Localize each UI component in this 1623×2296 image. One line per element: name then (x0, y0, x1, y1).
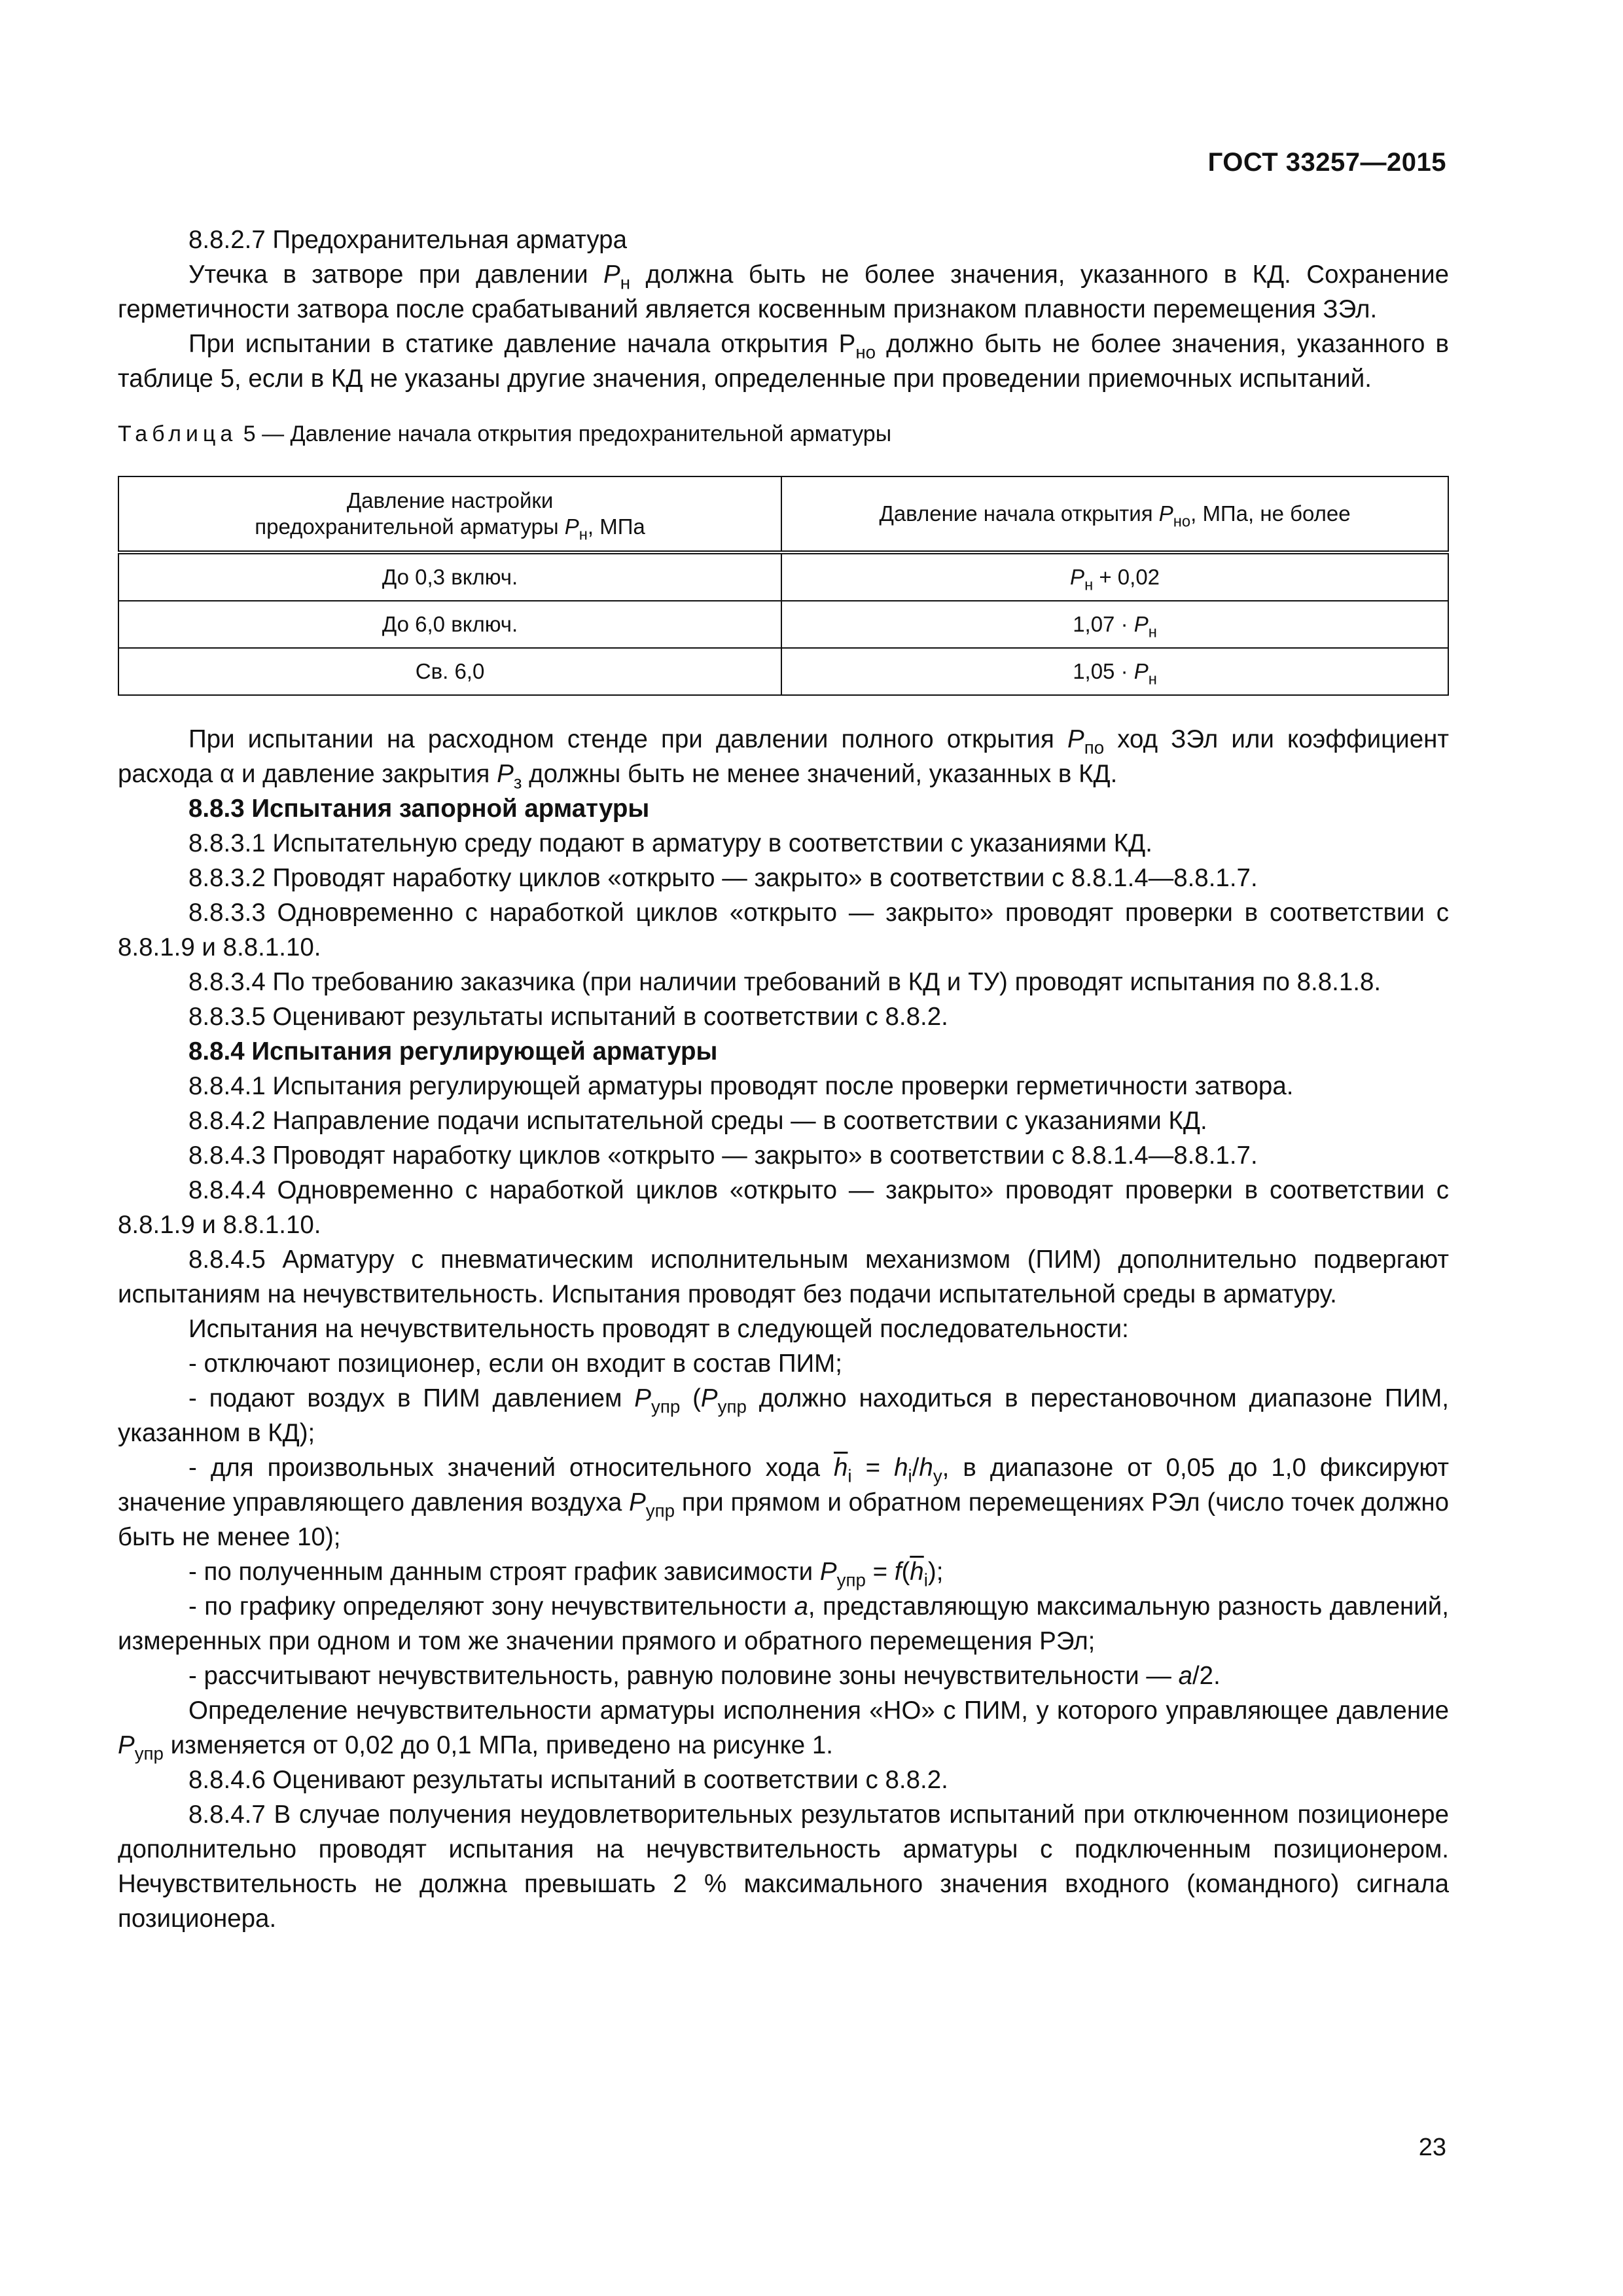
table-row (118, 648, 1448, 695)
table-cell-opening: $1,05 \cdot P_н$ (781, 648, 1448, 695)
document-header: ГОСТ 33257—2015 (1207, 148, 1446, 177)
section-884-item: 8.8.4.5 Арматуру с пневматическим исполнительным механизмом (ПИМ) дополнительно подвергают испытаниям на нечувствительность. Испытания проводят без подачи испытательной среды в арматуру. (118, 1246, 1449, 1308)
table-cell-opening: $P_н + 0,02$ (781, 552, 1448, 601)
table-row (118, 552, 1448, 601)
section-8827-paragraph-2: При испытании в статике давление начала открытия $Р_{но}$ должно быть не более значения, указанного в таблице 5, если в КД не указаны другие значения, определенные при проведении приемочных испытаний. (118, 330, 1449, 393)
sequence-step: - для произвольных значений относительного хода $\overline{h}_i = h_i/h_у$, в диапазоне от 0,05 до 1,0 фиксируют значение управляющего давления воздуха $P_{упр}$ при прямом и обратном перемещениях РЭл (число точек должно быть не менее 10); (118, 1454, 1449, 1551)
table-cell-setting: Св. 6,0 (118, 648, 781, 695)
section-884-title: 8.8.4 Испытания регулирующей арматуры (188, 1037, 718, 1066)
page-number: 23 (1418, 2134, 1446, 2161)
section-884-item: 8.8.4.3 Проводят наработку циклов «открыто — закрыто» в соответствии с 8.8.1.4—8.8.1.7. (188, 1141, 1258, 1170)
table-header-setting-pressure: Давление настройки предохранительной арматуры $P_н$, МПа (118, 476, 781, 552)
table-header-opening-pressure: Давление начала открытия $P_{но}$, МПа, не более (781, 476, 1448, 552)
section-884-item: 8.8.4.2 Направление подачи испытательной среды — в соответствии с указаниями КД. (188, 1107, 1207, 1135)
section-884-item: 8.8.4.4 Одновременно с наработкой циклов «открыто — закрыто» проводят проверки в соответствии с 8.8.1.9 и 8.8.1.10. (118, 1176, 1449, 1239)
sequence-step: - по полученным данным строят график зависимости $P_{упр} = f(\overline{h}_i)$; (188, 1558, 944, 1590)
section-883-item: 8.8.3.1 Испытательную среду подают в арматуру в соответствии с указаниями КД. (188, 829, 1152, 857)
sequence-step: - по графику определяют зону нечувствительности a, представляющую максимальную разность давлений, измеренных при одном и том же значении прямого и обратного перемещения РЭл; (118, 1592, 1449, 1655)
section-883-title: 8.8.3 Испытания запорной арматуры (188, 795, 650, 823)
section-884-item: 8.8.4.7 В случае получения неудовлетворительных результатов испытаний при отключенном позиционере дополнительно проводят испытания на нечувствительность арматуры с подключенным позиционером. Нечувствительность не должна превышать 2 % максимального значения входного (командного) сигнала позиционера. (118, 1801, 1449, 1933)
table-cell-setting: До 6,0 включ. (118, 601, 781, 648)
sequence-step: - отключают позиционер, если он входит в состав ПИМ; (188, 1350, 842, 1378)
table-row (118, 601, 1448, 648)
section-884-item: 8.8.4.6 Оценивают результаты испытаний в соответствии с 8.8.2. (188, 1766, 948, 1794)
section-8827-title: 8.8.2.7 Предохранительная арматура (188, 226, 628, 254)
section-883-item: 8.8.3.5 Оценивают результаты испытаний в соответствии с 8.8.2. (188, 1003, 948, 1031)
section-8827-paragraph-1: Утечка в затворе при давлении $P_н$ должна быть не более значения, указанного в КД. Сохранение герметичности затвора после срабатываний является косвенным признаком плавности перемещения ЗЭл. (118, 260, 1449, 323)
table-cell-setting: До 0,3 включ. (118, 552, 781, 601)
sequence-step: - подают воздух в ПИМ давлением $P_{упр}$ ($P_{упр}$ должно находиться в перестановочном диапазоне ПИМ, указанном в КД); (118, 1384, 1450, 1447)
sequence-step: - рассчитывают нечувствительность, равную половине зоны нечувствительности — a/2. (188, 1662, 1221, 1690)
paragraph-flow-stand: При испытании на расходном стенде при давлении полного открытия $P_{по}$ ход ЗЭл или коэффициент расхода α и давление закрытия $P_з$ должны быть не менее значений, указанных в КД. (118, 725, 1449, 793)
section-883-item: 8.8.3.2 Проводят наработку циклов «открыто — закрыто» в соответствии с 8.8.1.4—8.8.1.7. (188, 864, 1258, 892)
table-5-caption: Таблица 5 — Давление начала открытия предохранительной арматуры (118, 422, 892, 446)
section-884-item: 8.8.4.1 Испытания регулирующей арматуры проводят после проверки герметичности затвора. (188, 1072, 1294, 1100)
sequence-intro: Испытания на нечувствительность проводят в следующей последовательности: (188, 1315, 1129, 1343)
table-cell-opening: $1,07 \cdot P_н$ (781, 601, 1448, 648)
section-883-item: 8.8.3.4 По требованию заказчика (при наличии требований в КД и ТУ) проводят испытания по 8.8.1.8. (188, 968, 1382, 996)
section-883-item: 8.8.3.3 Одновременно с наработкой циклов «открыто — закрыто» проводят проверки в соответствии с 8.8.1.9 и 8.8.1.10. (118, 899, 1449, 961)
definition-paragraph: Определение нечувствительности арматуры исполнения «НО» с ПИМ, у которого управляющее давление $P_{упр}$ изменяется от 0,02 до 0,1 МПа, приведено на рисунке 1. (118, 1696, 1449, 1764)
table-5 (118, 476, 1449, 696)
table-header-row (118, 476, 1448, 552)
page-content (118, 223, 1449, 1936)
